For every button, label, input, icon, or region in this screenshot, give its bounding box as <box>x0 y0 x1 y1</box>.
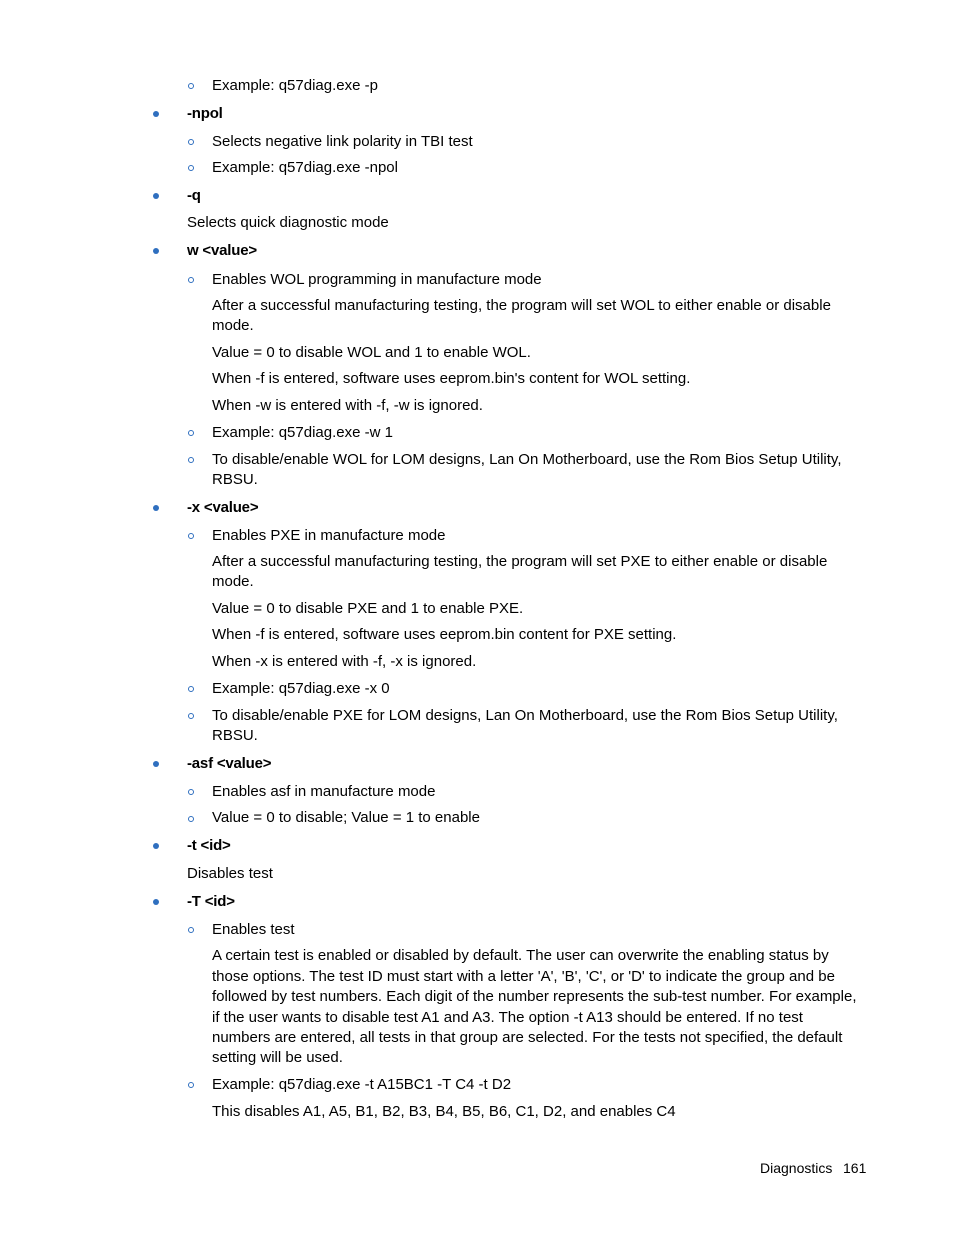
text-line: After a successful manufacturing testing, the program will set WOL to either enable or disable <box>212 297 831 314</box>
text-line: Enables PXE in manufacture mode <box>212 527 446 544</box>
bullet-icon <box>153 193 159 199</box>
option-term: -t <id> <box>187 837 231 854</box>
sub-bullet-icon <box>188 713 194 719</box>
text-line: mode. <box>212 317 254 334</box>
sub-bullet-icon <box>188 533 194 539</box>
bullet-icon <box>153 111 159 117</box>
text-line: Value = 0 to disable; Value = 1 to enable <box>212 809 480 826</box>
text-line: Value = 0 to disable PXE and 1 to enable PXE. <box>212 600 524 617</box>
text-line: A certain test is enabled or disabled by default. The user can overwrite the enabling status by <box>212 947 829 964</box>
text-line: setting will be used. <box>212 1049 343 1066</box>
text-line: mode. <box>212 573 254 590</box>
bullet-icon <box>153 248 159 254</box>
bullet-icon <box>153 899 159 905</box>
sub-bullet-icon <box>188 686 194 692</box>
text-line: This disables A1, A5, B1, B2, B3, B4, B5, B6, C1, D2, and enables C4 <box>212 1103 676 1120</box>
option-term: w <value> <box>187 242 257 259</box>
text-line: Example: q57diag.exe -w 1 <box>212 424 393 441</box>
text-line: if the user wants to disable test A1 and A3. The option -t A13 should be entered. If no test <box>212 1009 803 1026</box>
sub-bullet-icon <box>188 277 194 283</box>
sub-bullet-icon <box>188 165 194 171</box>
text-line: Example: q57diag.exe -x 0 <box>212 680 390 697</box>
sub-bullet-icon <box>188 83 194 89</box>
sub-bullet-icon <box>188 927 194 933</box>
text-line: Enables test <box>212 921 295 938</box>
bullet-icon <box>153 843 159 849</box>
text-line: RBSU. <box>212 471 258 488</box>
text-line: When -w is entered with -f, -w is ignored. <box>212 397 483 414</box>
text-line: Enables WOL programming in manufacture mode <box>212 271 542 288</box>
page-number: 161 <box>843 1160 867 1176</box>
text-line: Value = 0 to disable WOL and 1 to enable WOL. <box>212 344 531 361</box>
text-line: Selects quick diagnostic mode <box>187 214 389 231</box>
option-term: -q <box>187 187 201 204</box>
text-line: To disable/enable WOL for LOM designs, Lan On Motherboard, use the Rom Bios Setup Utility, <box>212 451 842 468</box>
sub-bullet-icon <box>188 789 194 795</box>
text-line: Example: q57diag.exe -p <box>212 77 378 94</box>
text-line: RBSU. <box>212 727 258 744</box>
option-term: -T <id> <box>187 893 235 910</box>
text-line: Example: q57diag.exe -t A15BC1 -T C4 -t D2 <box>212 1076 512 1093</box>
option-term: -x <value> <box>187 499 259 516</box>
option-term: -asf <value> <box>187 755 272 772</box>
sub-bullet-icon <box>188 816 194 822</box>
text-line: When -f is entered, software uses eeprom.bin content for PXE setting. <box>212 626 677 643</box>
footer-section-title: Diagnostics <box>760 1160 833 1176</box>
text-line: When -x is entered with -f, -x is ignored. <box>212 653 477 670</box>
text-line: To disable/enable PXE for LOM designs, Lan On Motherboard, use the Rom Bios Setup Utility, <box>212 707 838 724</box>
sub-bullet-icon <box>188 457 194 463</box>
option-term: -npol <box>187 105 223 122</box>
sub-bullet-icon <box>188 430 194 436</box>
text-line: numbers are entered, all tests in that group are selected. For the tests not specified, the default <box>212 1029 843 1046</box>
text-line: Example: q57diag.exe -npol <box>212 159 398 176</box>
text-line: followed by test numbers. Each digit of the number represents the sub-test number. For example, <box>212 988 857 1005</box>
text-line: After a successful manufacturing testing, the program will set PXE to either enable or disable <box>212 553 828 570</box>
text-line: When -f is entered, software uses eeprom.bin's content for WOL setting. <box>212 370 691 387</box>
text-line: Disables test <box>187 865 273 882</box>
bullet-icon <box>153 505 159 511</box>
bullet-icon <box>153 761 159 767</box>
sub-bullet-icon <box>188 1082 194 1088</box>
sub-bullet-icon <box>188 139 194 145</box>
text-line: those options. The test ID must start with a letter 'A', 'B', 'C', or 'D' to indicate the group and be <box>212 968 835 985</box>
text-line: Selects negative link polarity in TBI test <box>212 133 473 150</box>
text-line: Enables asf in manufacture mode <box>212 783 436 800</box>
